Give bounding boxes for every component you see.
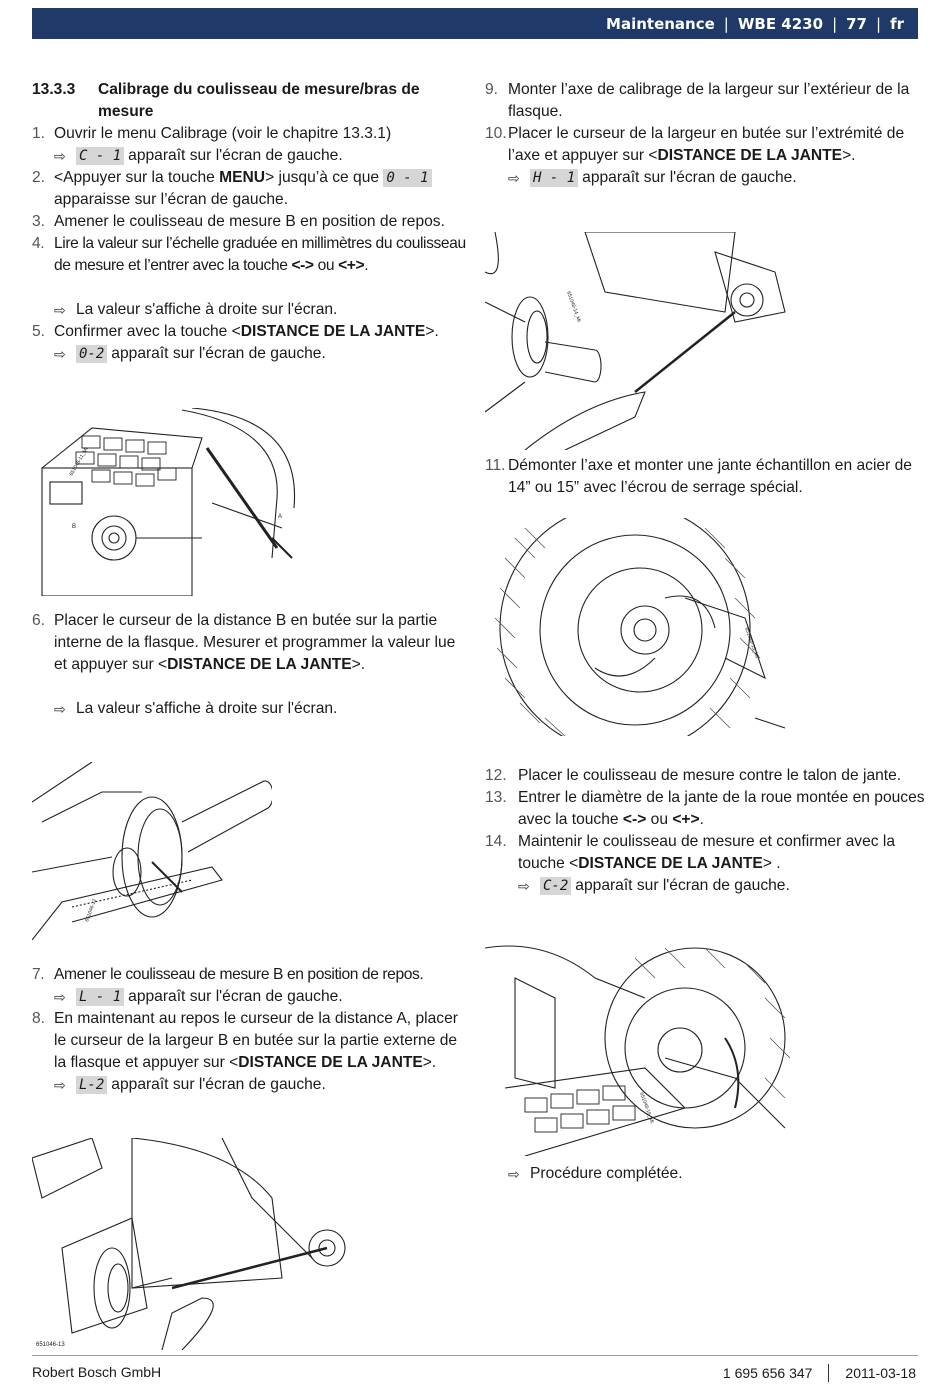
hollow-right-arrow-icon: ⇨ [54,701,66,717]
hollow-right-arrow-icon: ⇨ [54,346,66,362]
hollow-right-arrow-icon: ⇨ [54,1077,66,1093]
right-column-done [485,1163,925,1185]
step-1: 1. Ouvrir le menu Calibrage (voir le chapitre 13.3.1) [32,125,392,142]
footer-company: Robert Bosch GmbH [32,1364,162,1380]
step-2: 2. <Appuyer sur la touche MENU> jusqu’à ce que 0 - 1 apparaisse sur l’écran de gauche. [32,167,472,211]
hollow-right-arrow-icon: ⇨ [508,1166,520,1182]
step-12: 12. Placer le coulisseau de mesure contre le talon de jante. [485,767,902,784]
footer-divider [828,1364,829,1382]
step-7: 7. Amener le coulisseau de mesure B en position de repos. [32,966,424,983]
step-6-result: ⇨ La valeur s'affiche à droite sur l'écran. [32,698,472,720]
hollow-right-arrow-icon: ⇨ [54,989,66,1005]
right-column-top [485,79,925,189]
section-heading [32,79,472,123]
step-3: 3. Amener le coulisseau de mesure B en position de repos. [32,213,445,230]
figure-code: 651046-13 [36,1342,65,1348]
figure-label-a: A [278,514,283,520]
lcd-code: C-2 [540,877,571,895]
step-8: 8. En maintenant au repos le curseur de la distance A, placer le curseur de la largeur B en butée sur la partie externe de la flasque et appuyer sur <DISTANCE DE LA JANTE>. [32,1010,458,1071]
step-4: 4. Lire la valeur sur l’échelle graduée en millimètres du coulisseau de mesure et l’entrer avec la touche <-> ou <+>. [32,235,466,274]
section-title: Calibrage du coulisseau de mesure/bras de mesure [98,81,420,120]
figure-balancer-front [32,408,302,596]
lcd-code: C - 1 [76,147,124,165]
lcd-code: 0 - 1 [383,169,431,187]
header-model: WBE 4230 [737,14,824,33]
figure-code: 651046-16_Mt [638,1091,655,1124]
left-column-top [32,79,472,365]
hollow-right-arrow-icon: ⇨ [518,878,530,894]
header-section: Maintenance [606,14,715,33]
footer-date: 2011-03-18 [845,1365,916,1381]
lcd-code: 0-2 [76,345,107,363]
step-8-result: ⇨ L-2 apparaît sur l'écran de gauche. [32,1074,472,1096]
procedure-complete: ⇨ Procédure complétée. [485,1163,925,1185]
right-column-bottom [485,765,925,897]
figure-calibration-axis [485,232,790,450]
left-column-step6 [32,610,472,720]
page-header: Maintenance | WBE 4230 | 77 | fr [32,8,918,39]
step-9: 9. Monter l’axe de calibrage de la largeur sur l’extérieur de la flasque. [485,81,910,120]
header-language: fr [890,14,904,33]
figure-wheel-on-balancer [485,938,790,1156]
lcd-code: L - 1 [76,988,124,1006]
step-1-result: ⇨ C - 1 apparaît sur l'écran de gauche. [32,145,472,167]
figure-label-b: B [72,524,77,530]
step-4-result: ⇨ La valeur s'affiche à droite sur l'écran. [32,299,472,321]
step-6: 6. Placer le curseur de la distance B en butée sur la partie interne de la flasque. Mesurer et programmer la valeur lue et appuyer sur <DISTANCE DE LA JANTE>. [32,612,456,673]
figure-shaft-slide [32,762,272,940]
step-11: 11. Démonter l’axe et monter une jante échantillon en acier de 14” ou 15” avec l’écrou de serrage spécial. [485,457,912,496]
step-5: 5. Confirmer avec la touche <DISTANCE DE LA JANTE>. [32,323,439,340]
step-5-result: ⇨ 0-2 apparaît sur l'écran de gauche. [32,343,472,365]
right-column-step11 [485,455,925,499]
step-14-result: ⇨ C-2 apparaît sur l'écran de gauche. [485,875,925,897]
section-number: 13.3.3 [32,81,76,98]
footer-rule [32,1355,918,1356]
lcd-code: H - 1 [530,169,578,187]
hollow-right-arrow-icon: ⇨ [54,302,66,318]
footer-document-number: 1 695 656 347 [722,1365,813,1381]
figure-measuring-arm [32,1138,354,1350]
step-10: 10. Placer le curseur de la largeur en butée sur l’extrémité de l’axe et appuyer sur <DISTANCE DE LA JANTE>. [485,125,905,164]
step-7-result: ⇨ L - 1 apparaît sur l'écran de gauche. [32,986,472,1008]
header-page-number: 77 [846,14,867,33]
hollow-right-arrow-icon: ⇨ [508,170,520,186]
figure-code: 651046-11_Mt [68,446,90,477]
lcd-code: L-2 [76,1076,107,1094]
step-13: 13. Entrer le diamètre de la jante de la roue montée en pouces avec la touche <-> ou <+>. [485,789,925,828]
left-column-bottom [32,964,472,1096]
figure-wheel-mounting [485,518,790,736]
footer-meta [723,1364,916,1382]
figure-code: 651046-12 [84,898,99,923]
hollow-right-arrow-icon: ⇨ [54,148,66,164]
figure-code: 651046-15_Mt [743,626,760,659]
step-14: 14. Maintenir le coulisseau de mesure et confirmer avec la touche <DISTANCE DE LA JANTE> . [485,833,896,872]
step-10-result: ⇨ H - 1 apparaît sur l'écran de gauche. [485,167,925,189]
figure-code: 651046-14_Mt [565,290,582,323]
